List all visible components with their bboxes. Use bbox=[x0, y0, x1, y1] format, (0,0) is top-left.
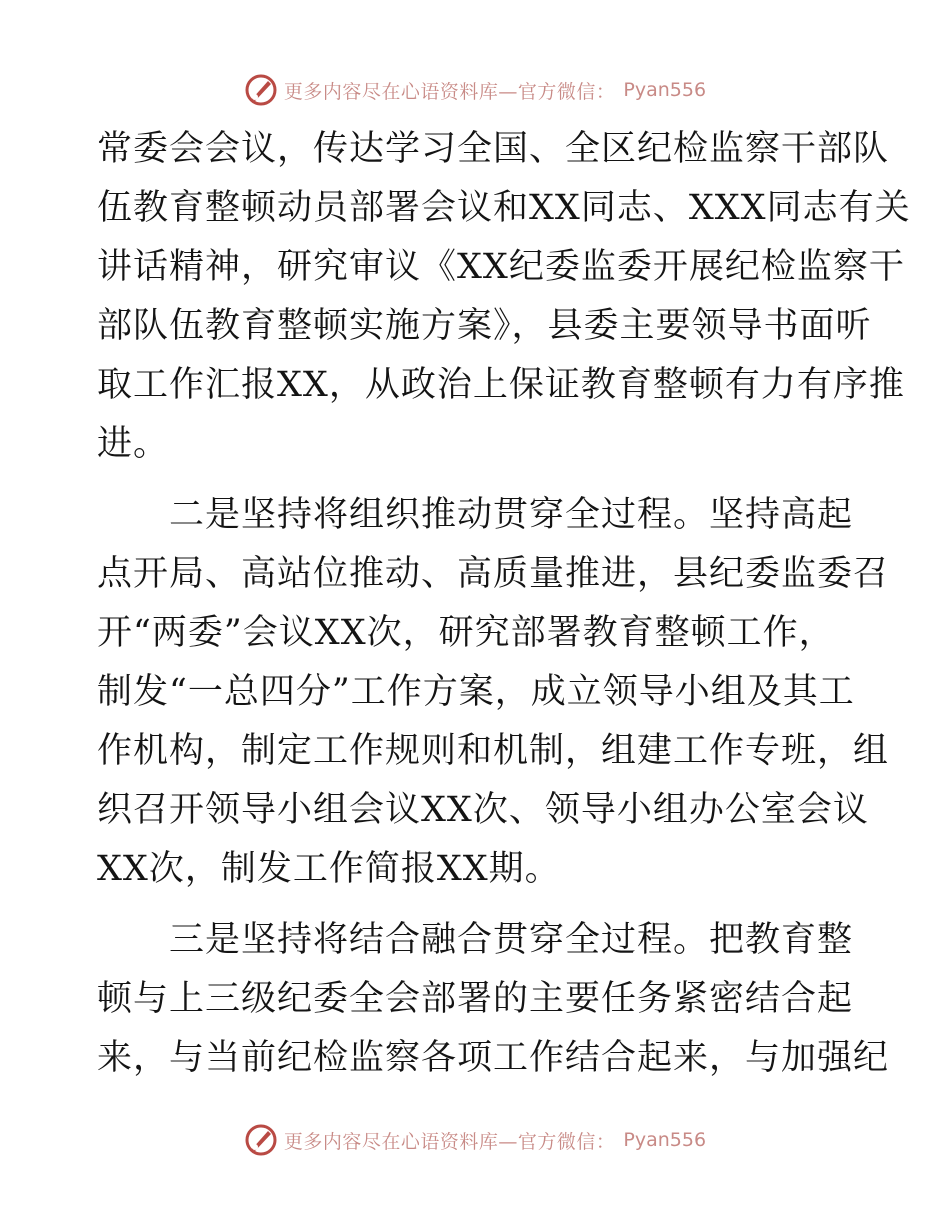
watermark-text: 更多内容尽在心语资料库—官方微信： bbox=[283, 80, 616, 103]
text-line: 织召开领导小组会议XX次、领导小组办公室会议 bbox=[97, 790, 869, 830]
text-line: 点开局、高站位推动、高质量推进，县纪委监委召 bbox=[97, 554, 890, 594]
text-line: 顿与上三级纪委全会部署的主要任务紧密结合起 bbox=[97, 979, 854, 1019]
watermark-text: 更多内容尽在心语资料库—官方微信： bbox=[283, 1130, 616, 1153]
watermark-wechat-id: Pyan556 bbox=[623, 79, 707, 101]
paragraph bbox=[97, 911, 890, 1088]
text-line: 伍教育整顿动员部署会议和XX同志、XXX同志有关 bbox=[97, 188, 911, 228]
text-line: 讲话精神，研究审议《XX纪委监委开展纪检监察干 bbox=[97, 247, 905, 287]
text-line: 二是坚持将组织推动贯穿全过程。坚持高起 bbox=[97, 495, 854, 535]
footer-watermark bbox=[0, 1120, 950, 1160]
watermark-wechat-id: Pyan556 bbox=[623, 1129, 707, 1151]
paragraph bbox=[97, 486, 890, 899]
text-line: 常委会会议，传达学习全国、全区纪检监察干部队 bbox=[97, 129, 890, 169]
text-line: 取工作汇报XX，从政治上保证教育整顿有力有序推 bbox=[97, 365, 905, 405]
text-line: 作机构，制定工作规则和机制，组建工作专班，组 bbox=[97, 731, 890, 771]
text-line: 制发“一总四分”工作方案，成立领导小组及其工 bbox=[97, 672, 855, 712]
text-line: XX次，制发工作简报XX期。 bbox=[97, 849, 561, 889]
text-line: 部队伍教育整顿实施方案》，县委主要领导书面听 bbox=[97, 306, 872, 346]
text-line: 来，与当前纪检监察各项工作结合起来，与加强纪 bbox=[97, 1038, 890, 1078]
text-line: 三是坚持将结合融合贯穿全过程。把教育整 bbox=[97, 920, 854, 960]
quill-logo-icon bbox=[244, 73, 278, 107]
document-body bbox=[97, 120, 911, 1088]
text-line: 进。 bbox=[97, 424, 170, 464]
quill-logo-icon bbox=[244, 1123, 278, 1157]
paragraph bbox=[97, 120, 911, 474]
header-watermark bbox=[0, 70, 950, 110]
text-line: 开“两委”会议XX次，研究部署教育整顿工作， bbox=[97, 613, 835, 653]
